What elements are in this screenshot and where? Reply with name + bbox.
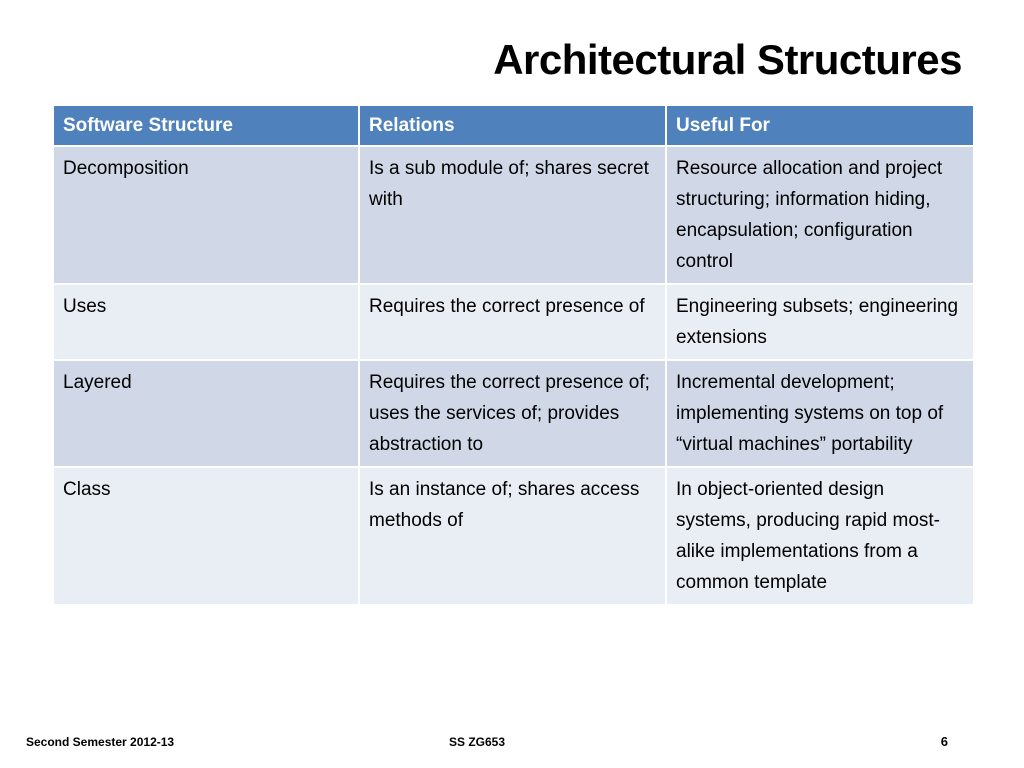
software-structure-cell: Class: [53, 467, 359, 605]
software-structure-cell: Uses: [53, 284, 359, 360]
column-header-software-structure: Software Structure: [53, 105, 359, 146]
slide-title: Architectural Structures: [493, 36, 962, 83]
useful-for-cell: Resource allocation and project structuring; information hiding, encapsulation; configuration control: [666, 146, 974, 284]
architectural-structures-table: [52, 104, 975, 606]
useful-for-cell: In object-oriented design systems, producing rapid most-alike implementations from a common template: [666, 467, 974, 605]
table-row-decomposition: [53, 146, 974, 284]
software-structure-cell: Decomposition: [53, 146, 359, 284]
table-row-class: [53, 467, 974, 605]
useful-for-cell: Engineering subsets; engineering extensions: [666, 284, 974, 360]
relations-cell: Requires the correct presence of; uses the services of; provides abstraction to: [359, 360, 666, 467]
table-header-row: [53, 105, 974, 146]
software-structure-cell: Layered: [53, 360, 359, 467]
relations-cell: Is an instance of; shares access methods of: [359, 467, 666, 605]
useful-for-cell: Incremental development; implementing systems on top of “virtual machines” portability: [666, 360, 974, 467]
column-header-relations: Relations: [359, 105, 666, 146]
relations-cell: Is a sub module of; shares secret with: [359, 146, 666, 284]
footer-semester: Second Semester 2012-13: [26, 735, 175, 749]
table-row-layered: [53, 360, 974, 467]
column-header-useful-for: Useful For: [666, 105, 974, 146]
table-row-uses: [53, 284, 974, 360]
footer-course-code: SS ZG653: [449, 735, 506, 749]
relations-cell: Requires the correct presence of: [359, 284, 666, 360]
slide-page-number: 6: [940, 734, 948, 749]
